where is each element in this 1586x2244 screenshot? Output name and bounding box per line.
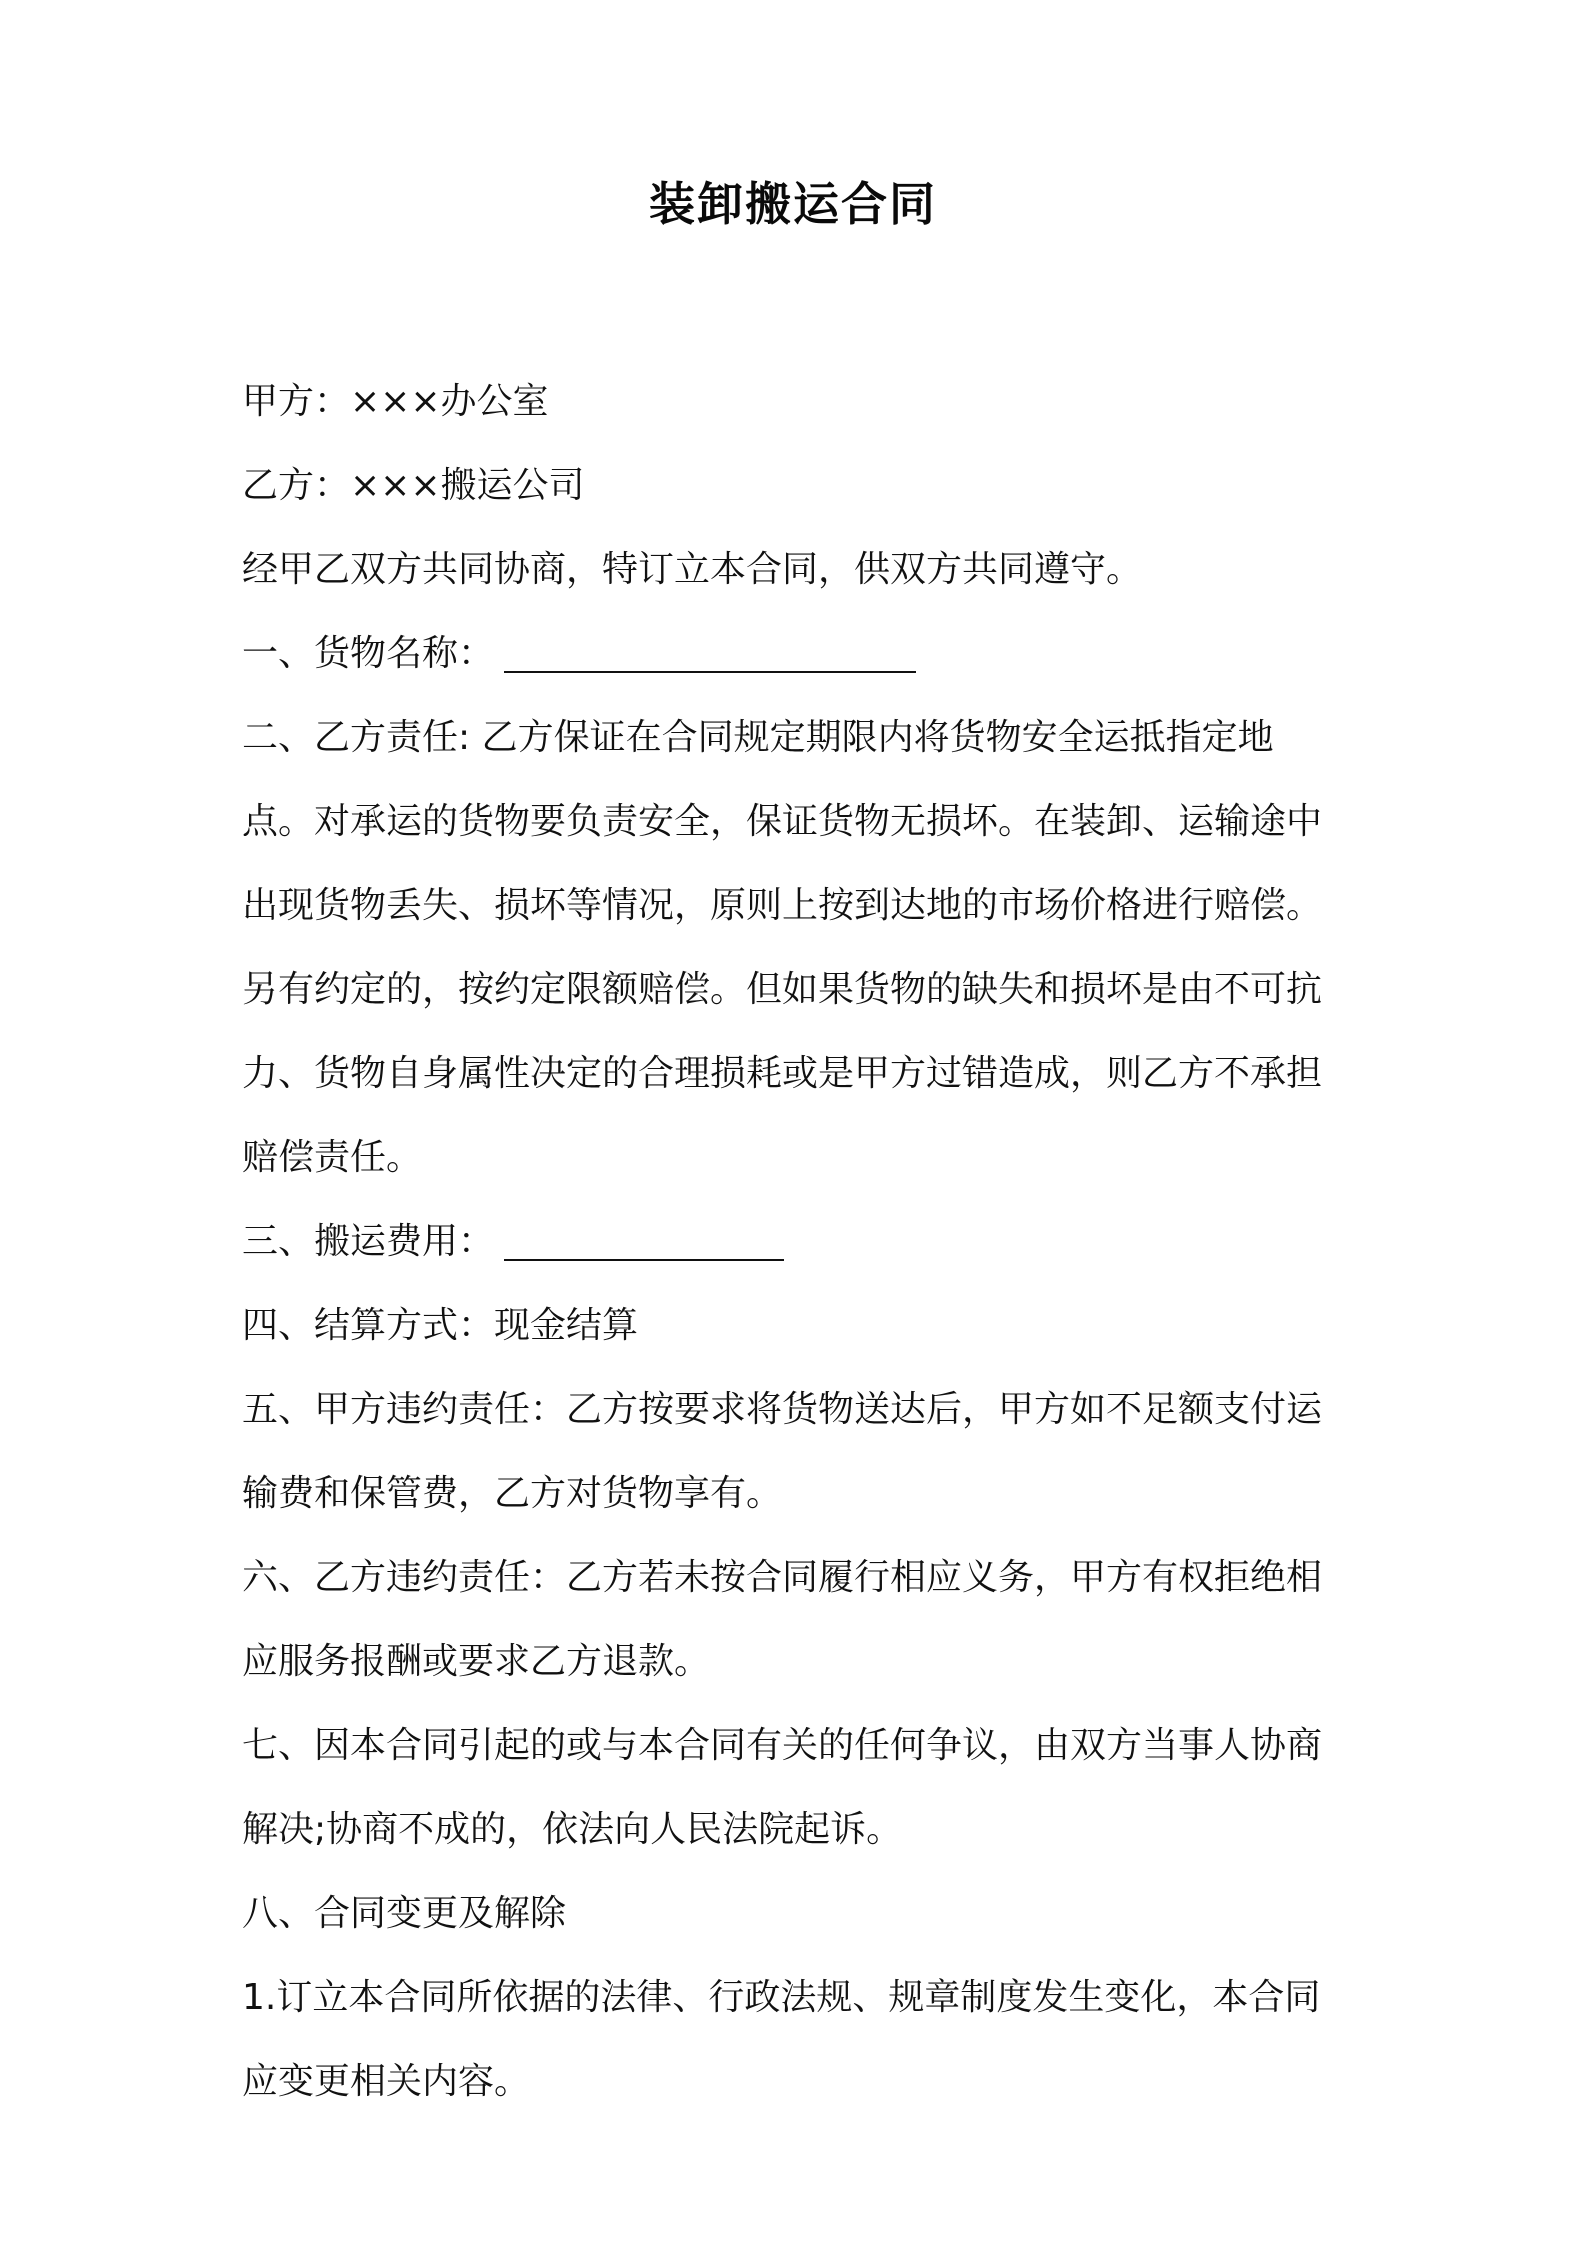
fee-blank (504, 1225, 784, 1261)
clause-settlement: 四、结算方式：现金结算 (242, 1305, 639, 1346)
clause6-line: 应服务报酬或要求乙方退款。 (242, 1641, 711, 1682)
clause2-line: 力、货物自身属性决定的合理损耗或是甲方过错造成，则乙方不承担 (242, 1053, 1323, 1094)
clause2-line: 出现货物丢失、损坏等情况，原则上按到达地的市场价格进行赔偿。 (242, 885, 1323, 926)
fee-label: 三、搬运费用： (242, 1221, 495, 1262)
goods-name-label: 一、货物名称： (242, 633, 495, 674)
party-b: 乙方：×××搬运公司 (242, 465, 585, 506)
clause7-line: 解决;协商不成的，依法向人民法院起诉。 (242, 1809, 903, 1850)
clause2-line: 赔偿责任。 (242, 1137, 423, 1178)
document-title: 装卸搬运合同 (649, 177, 937, 231)
clause2-line: 点。对承运的货物要负责安全，保证货物无损坏。在装卸、运输途中 (242, 801, 1323, 842)
party-a: 甲方：×××办公室 (242, 381, 549, 422)
clause-goods-name (242, 612, 1352, 696)
clause8-1-line: 应变更相关内容。 (242, 2061, 531, 2102)
clause8-1-line: 1.订立本合同所依据的法律、行政法规、规章制度发生变化，本合同 (242, 1977, 1321, 2018)
clause5-line: 输费和保管费，乙方对货物享有。 (242, 1473, 783, 1514)
clause6-line: 六、乙方违约责任：乙方若未按合同履行相应义务，甲方有权拒绝相 (242, 1557, 1323, 1598)
intro-paragraph: 经甲乙双方共同协商，特订立本合同，供双方共同遵守。 (242, 549, 1143, 590)
clause7-line: 七、因本合同引起的或与本合同有关的任何争议，由双方当事人协商 (242, 1725, 1323, 1766)
clause2-line: 另有约定的，按约定限额赔偿。但如果货物的缺失和损坏是由不可抗 (242, 969, 1323, 1010)
clause2-line: 二、乙方责任: 乙方保证在合同规定期限内将货物安全运抵指定地 (242, 717, 1274, 758)
clause-fee (242, 1200, 1352, 1284)
clause5-line: 五、甲方违约责任：乙方按要求将货物送达后，甲方如不足额支付运 (242, 1389, 1323, 1430)
goods-name-blank (504, 637, 916, 673)
document-body (242, 360, 1352, 2124)
clause8-heading: 八、合同变更及解除 (242, 1893, 567, 1934)
